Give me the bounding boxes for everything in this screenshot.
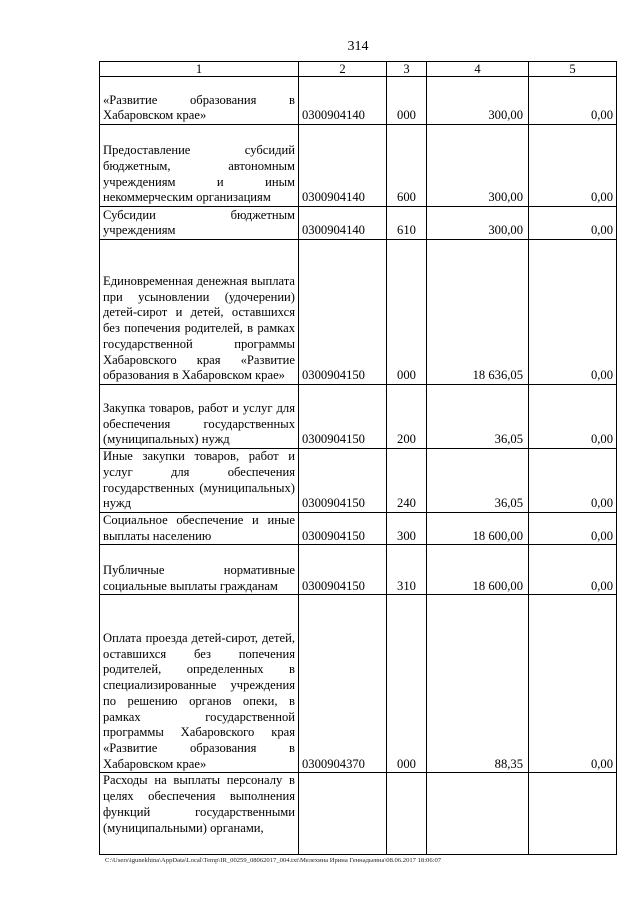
table-row	[100, 125, 617, 207]
table-row	[100, 449, 617, 513]
row-col5: 0,00	[529, 449, 617, 513]
row-amount: 300,00	[427, 125, 529, 207]
row-col5: 0,00	[529, 125, 617, 207]
table-header-row	[100, 62, 617, 77]
header-cell-4: 4	[427, 62, 529, 77]
row-name: Публичные нормативные социальные выплаты гражданам	[100, 545, 299, 595]
header-cell-1: 1	[100, 62, 299, 77]
row-col5: 0,00	[529, 77, 617, 125]
row-code: 0300904150	[299, 449, 387, 513]
row-code: 0300904150	[299, 545, 387, 595]
row-col5: 0,00	[529, 385, 617, 449]
row-type: 610	[387, 207, 427, 240]
row-amount: 36,05	[427, 385, 529, 449]
row-amount: 88,35	[427, 595, 529, 773]
row-name: Единовременная денежная выплата при усыновлении (удочерении) детей-сирот и детей, оставшихся без попечения родителей, в рамках государственной программы Хабаровского края «Развитие образования в Хабаровском крае»	[100, 240, 299, 385]
table-row	[100, 207, 617, 240]
row-type: 240	[387, 449, 427, 513]
row-type: 200	[387, 385, 427, 449]
row-amount: 18 600,00	[427, 513, 529, 545]
row-name: «Развитие образования в Хабаровском крае»	[100, 77, 299, 125]
row-code: 0300904140	[299, 207, 387, 240]
table-row	[100, 595, 617, 773]
row-name: Оплата проезда детей-сирот, детей, оставшихся без попечения родителей, определенных в специализированные учреждения по решению органов опеки, в рамках государственной программы Хабаровского края «Развитие образования в Хабаровском крае»	[100, 595, 299, 773]
row-type: 000	[387, 240, 427, 385]
row-code: 0300904150	[299, 513, 387, 545]
row-type: 300	[387, 513, 427, 545]
row-type: 000	[387, 77, 427, 125]
row-col5: 0,00	[529, 595, 617, 773]
row-name: Иные закупки товаров, работ и услуг для обеспечения государственных (муниципальных) нужд	[100, 449, 299, 513]
row-type	[387, 773, 427, 855]
row-amount: 300,00	[427, 207, 529, 240]
table-row	[100, 513, 617, 545]
row-code: 0300904150	[299, 385, 387, 449]
row-amount: 18 636,05	[427, 240, 529, 385]
row-name: Закупка товаров, работ и услуг для обеспечения государственных (муниципальных) нужд	[100, 385, 299, 449]
table-row	[100, 77, 617, 125]
row-type: 310	[387, 545, 427, 595]
row-code	[299, 773, 387, 855]
row-amount: 18 600,00	[427, 545, 529, 595]
row-col5: 0,00	[529, 240, 617, 385]
row-col5: 0,00	[529, 207, 617, 240]
row-type: 000	[387, 595, 427, 773]
budget-table	[99, 61, 617, 855]
row-code: 0300904150	[299, 240, 387, 385]
row-type: 600	[387, 125, 427, 207]
row-name: Расходы на выплаты персоналу в целях обеспечения выполнения функций государственными (муниципальными) органами,	[100, 773, 299, 855]
row-amount: 36,05	[427, 449, 529, 513]
page-number: 314	[347, 39, 369, 54]
row-amount: 300,00	[427, 77, 529, 125]
row-col5: 0,00	[529, 545, 617, 595]
row-code: 0300904370	[299, 595, 387, 773]
file-path-footer: C:\Users\igunekhina\AppData\Local\Temp\IR_00259_08062017_004.txt\Мелехина Ирина Геннадьевна\08.06.2017 18:06:07	[105, 857, 442, 864]
header-cell-3: 3	[387, 62, 427, 77]
row-amount	[427, 773, 529, 855]
header-cell-2: 2	[299, 62, 387, 77]
row-col5: 0,00	[529, 513, 617, 545]
row-name: Социальное обеспечение и иные выплаты населению	[100, 513, 299, 545]
table-row	[100, 385, 617, 449]
table-row	[100, 240, 617, 385]
row-code: 0300904140	[299, 77, 387, 125]
row-code: 0300904140	[299, 125, 387, 207]
row-col5	[529, 773, 617, 855]
row-name: Предоставление субсидий бюджетным, автономным учреждениям и иным некоммерческим организациям	[100, 125, 299, 207]
header-cell-5: 5	[529, 62, 617, 77]
row-name: Субсидии бюджетным учреждениям	[100, 207, 299, 240]
table-row	[100, 545, 617, 595]
table-row	[100, 773, 617, 855]
